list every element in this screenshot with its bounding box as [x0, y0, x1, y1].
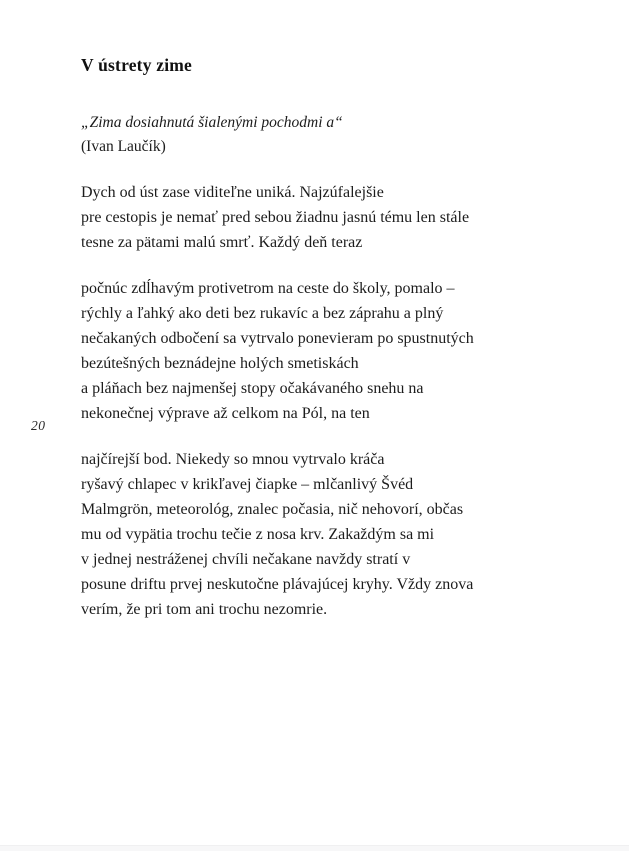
poem-line: rýchly a ľahký ako deti bez rukavíc a bez záprahu a plný: [81, 305, 444, 322]
page-bottom-edge: [0, 845, 629, 851]
poem-line: Malmgrön, meteorológ, znalec počasia, nič nehovorí, občas: [81, 501, 464, 518]
epigraph-quote: „Zima dosiahnutá šialenými pochodmi a“: [81, 114, 343, 131]
poem-line: tesne za pätami malú smrť. Každý deň teraz: [81, 234, 363, 251]
stanza: [81, 447, 473, 622]
stanza: [81, 180, 469, 255]
epigraph-attribution: (Ivan Laučík): [81, 138, 166, 155]
poem-line: verím, že pri tom ani trochu nezomrie.: [81, 601, 328, 618]
poem-line: pre cestopis je nemať pred sebou žiadnu jasnú tému len stále: [81, 209, 470, 226]
poem-line: Dych od úst zase viditeľne uniká. Najzúfalejšie: [81, 184, 384, 201]
poem-line: nečakaných odbočení sa vytrvalo ponevieram po spustnutých: [81, 330, 474, 347]
poem-line: bezútešných beznádejne holých smetiskách: [81, 355, 359, 372]
poem-line: mu od vypätia trochu tečie z nosa krv. Zakaždým sa mi: [81, 526, 435, 543]
stanza: [81, 276, 474, 426]
poem-line: nekonečnej výprave až celkom na Pól, na ten: [81, 405, 370, 422]
epigraph-block: [81, 111, 343, 159]
poem-line: posune driftu prvej neskutočne plávajúcej kryhy. Vždy znova: [81, 576, 474, 593]
poem-line: najčírejší bod. Niekedy so mnou vytrvalo kráča: [81, 451, 385, 468]
poem-line: počnúc zdĺhavým protivetrom na ceste do školy, pomalo –: [81, 280, 455, 297]
poem-line: ryšavý chlapec v krikľavej čiapke – mlčanlivý Švéd: [81, 476, 414, 493]
poem-line: a pláňach bez najmenšej stopy očakávaného snehu na: [81, 380, 424, 397]
poem-line: v jednej nestráženej chvíli nečakane navždy stratí v: [81, 551, 411, 568]
poem-title: V ústrety zime: [81, 55, 193, 75]
page-number: 20: [31, 418, 46, 433]
